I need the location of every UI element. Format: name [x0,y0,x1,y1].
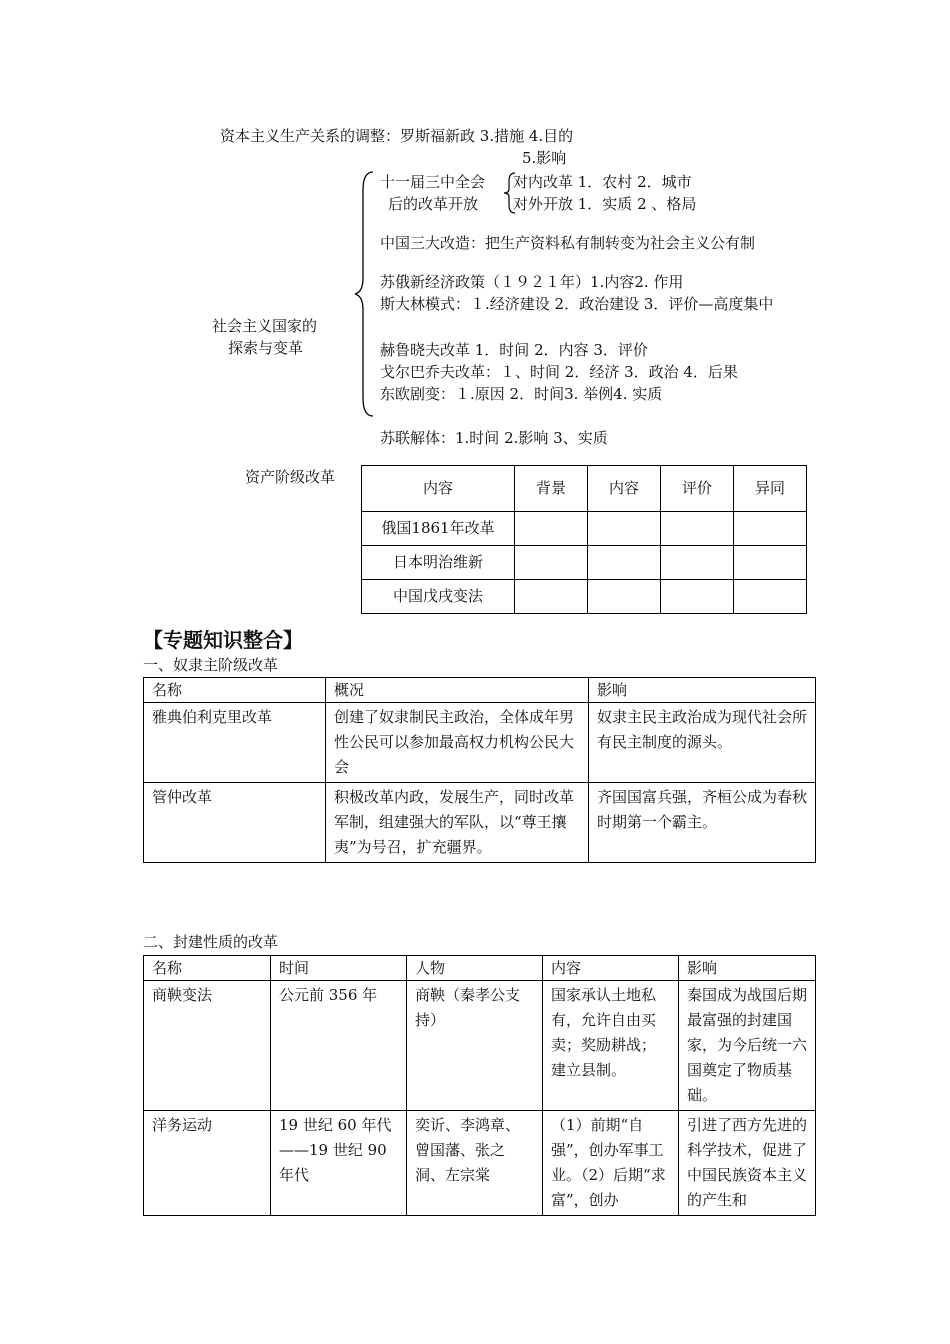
eastern-europe-upheaval: 东欧剧变：１.原因 2．时间3. 举例4. 实质 [380,385,663,403]
capitalism-adjustment-line-2: 5.影响 [522,149,567,167]
table-header-row [144,956,816,981]
bourgeois-reform-table [361,465,807,614]
feudal-reform-table [143,955,816,1216]
reform-content: （1）前期“自强”，创办军事工业。（2）后期“求富”，创办 [543,1111,679,1216]
ussr-dissolution: 苏联解体：1.时间 2.影响 3、实质 [380,429,608,447]
plenum-label-2: 后的改革开放 [388,195,479,213]
header-cell: 异同 [734,466,807,512]
reform-content: 国家承认土地私有，允许自由买卖；奖励耕战；建立县制。 [543,981,679,1111]
reform-name: 雅典伯利克里改革 [144,703,326,783]
section-title: 【专题知识整合】 [143,628,303,652]
header-cell: 评价 [661,466,734,512]
reform-time: 公元前 356 年 [271,981,407,1111]
table-row [144,1111,816,1216]
khrushchev-reform: 赫鲁晓夫改革 1．时间 2．内容 3．评价 [380,341,648,359]
reform-overview: 创建了奴隶制民主政治，全体成年男性公民可以参加最高权力机构公民大会 [326,703,589,783]
row-label: 俄国1861年改革 [362,512,515,546]
header-cell: 名称 [144,678,326,703]
row-label: 中国戊戌变法 [362,580,515,614]
header-cell: 内容 [543,956,679,981]
three-transformations: 中国三大改造：把生产资料私有制转变为社会主义公有制 [380,234,756,252]
socialist-label-2: 探索与变革 [228,339,304,357]
reform-impact: 奴隶主民主政治成为现代社会所有民主制度的源头。 [589,703,816,783]
header-cell: 名称 [144,956,271,981]
reform-impact: 引进了西方先进的科学技术，促进了中国民族资本主义的产生和 [679,1111,816,1216]
header-cell: 时间 [271,956,407,981]
capitalism-adjustment-line: 资本主义生产关系的调整：罗斯福新政 3.措施 4.目的 [220,127,574,145]
socialist-brace [355,170,375,418]
domestic-reform: 对内改革 1．农村 2．城市 [513,173,692,191]
reform-time: 19 世纪 60 年代——19 世纪 90 年代 [271,1111,407,1216]
table-row [362,512,807,546]
header-cell: 内容 [362,466,515,512]
table-header-row [362,466,807,512]
table-row [144,703,816,783]
slave-section-title: 一、奴隶主阶级改革 [143,656,279,674]
header-cell: 背景 [515,466,588,512]
reform-overview: 积极改革内政，发展生产，同时改革军制，组建强大的军队，以“尊王攘夷”为号召，扩充疆界。 [326,783,589,863]
plenum-label-1: 十一届三中全会 [380,173,486,191]
table-header-row [144,678,816,703]
feudal-section-title: 二、封建性质的改革 [143,933,279,951]
socialist-label-1: 社会主义国家的 [212,317,318,335]
table-row [144,981,816,1111]
reform-name: 管仲改革 [144,783,326,863]
header-cell: 概况 [326,678,589,703]
slave-reform-table [143,677,816,863]
reform-person: 商鞅（秦孝公支持） [407,981,543,1111]
reform-name: 洋务运动 [144,1111,271,1216]
reform-impact: 秦国成为战国后期最富强的封建国家，为今后统一六国奠定了物质基础。 [679,981,816,1111]
header-cell: 影响 [679,956,816,981]
header-cell: 人物 [407,956,543,981]
table-row [362,546,807,580]
reform-person: 奕䜣、李鸿章、曾国藩、张之洞、左宗棠 [407,1111,543,1216]
header-cell: 内容 [588,466,661,512]
reform-impact: 齐国国富兵强，齐桓公成为春秋时期第一个霸主。 [589,783,816,863]
header-cell: 影响 [589,678,816,703]
stalin-model: 斯大林模式：１.经济建设 2．政治建设 3．评价—高度集中 [380,295,774,313]
table-row [362,580,807,614]
opening-up: 对外开放 1．实质 2 、格局 [513,195,697,213]
table-row [144,783,816,863]
row-label: 日本明治维新 [362,546,515,580]
reform-name: 商鞅变法 [144,981,271,1111]
gorbachev-reform: 戈尔巴乔夫改革：１、时间 2．经济 3．政治 4．后果 [380,363,738,381]
new-economic-policy: 苏俄新经济政策（１９２１年）1.内容2. 作用 [380,273,684,291]
bourgeois-reform-label: 资产阶级改革 [245,468,336,486]
